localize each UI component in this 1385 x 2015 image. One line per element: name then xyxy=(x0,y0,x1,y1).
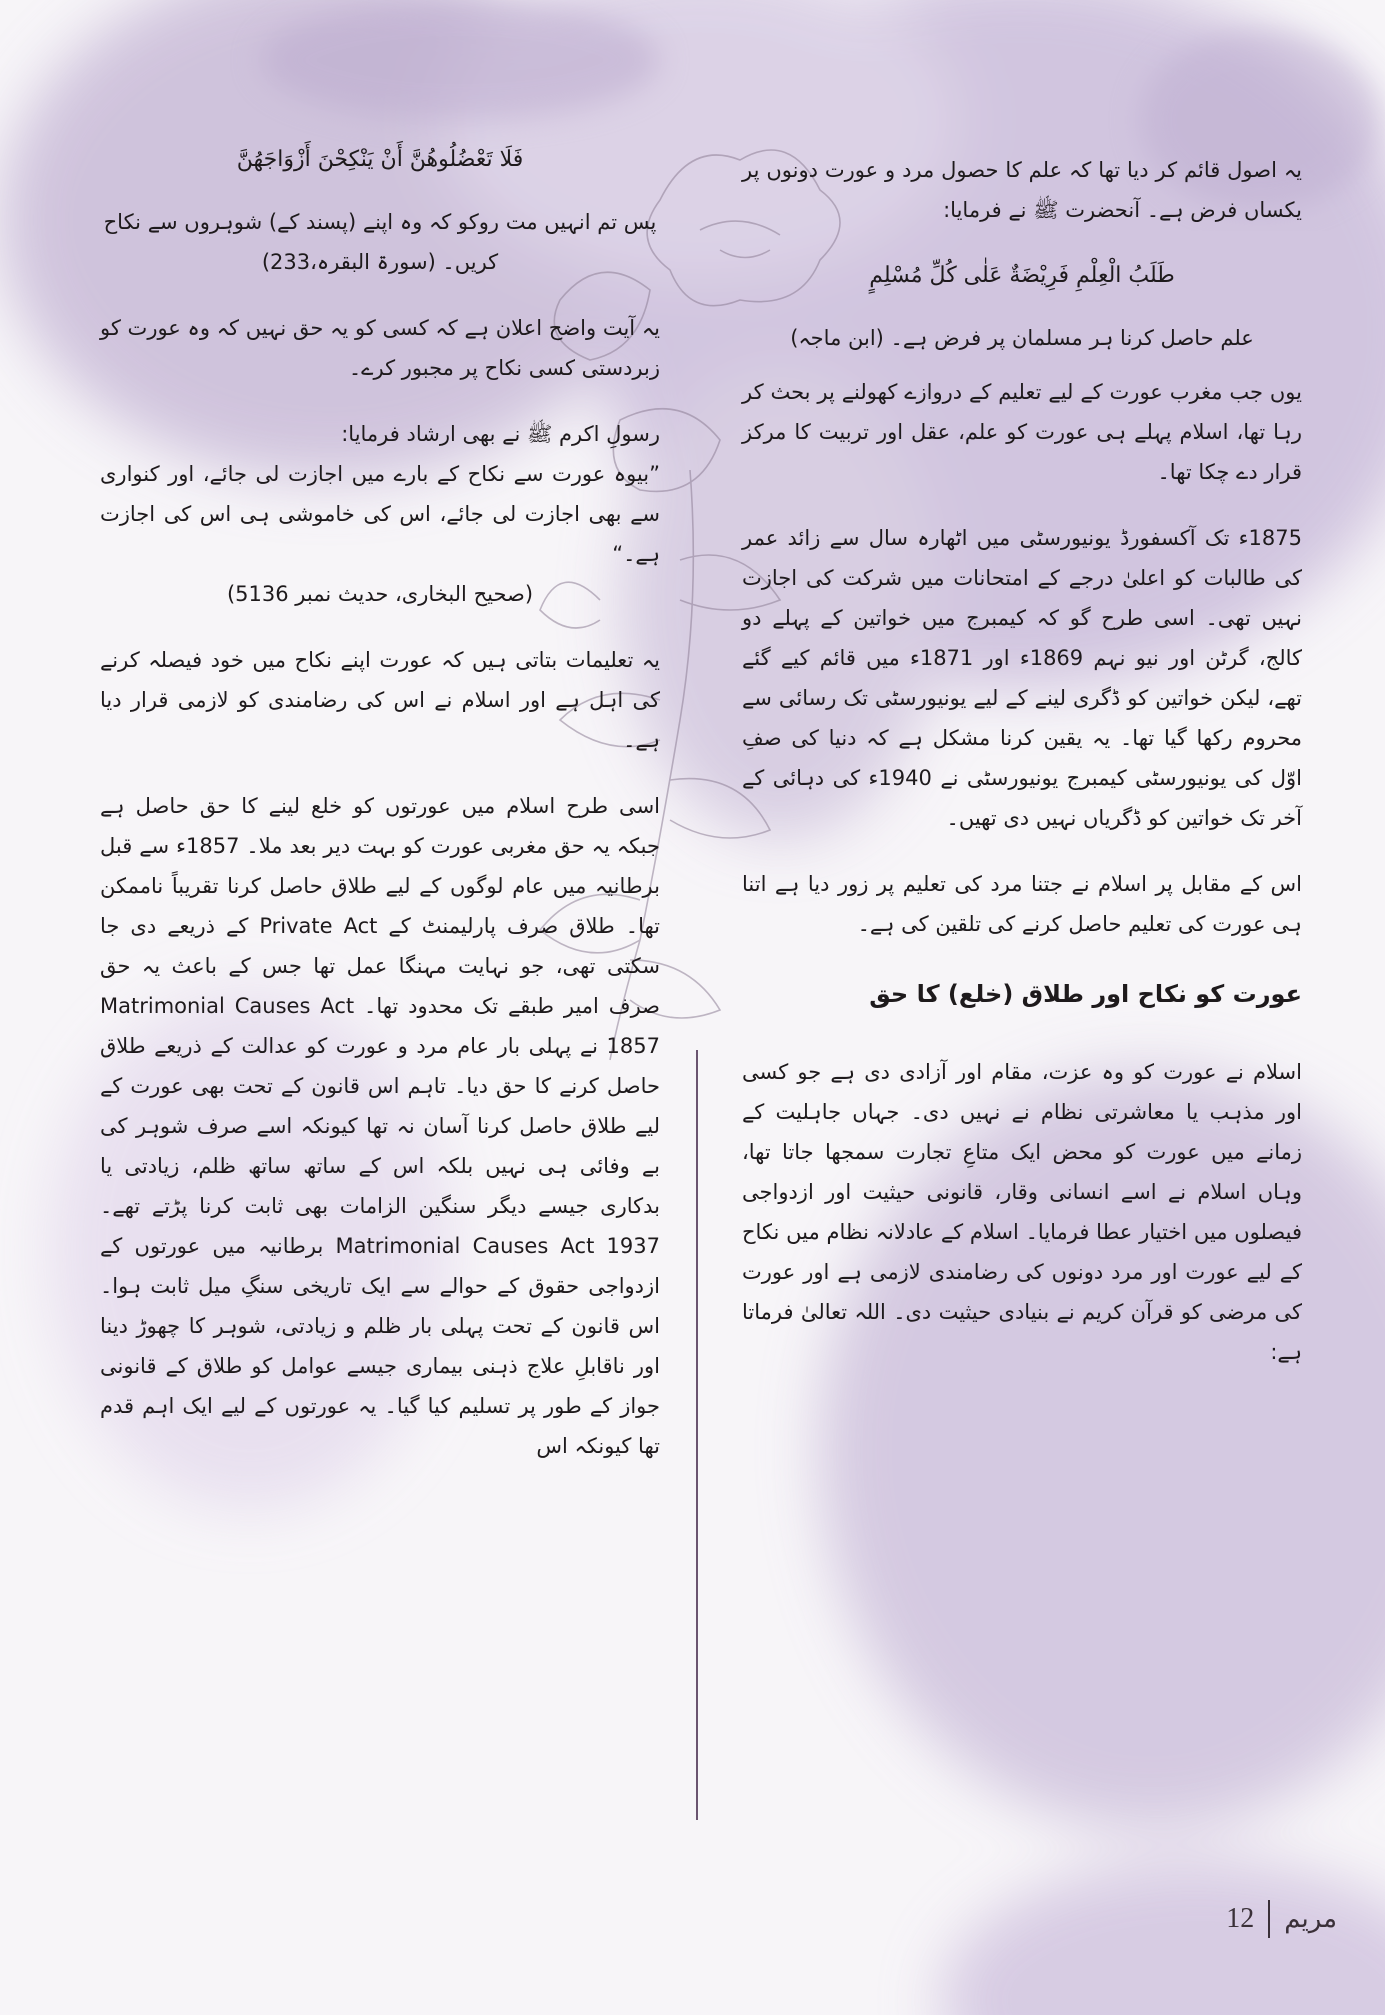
paragraph-islam-education: اس کے مقابل پر اسلام نے جتنا مرد کی تعلیم پر زور دیا ہے اتنا ہی عورت کی تعلیم حاصل کرنے کی تلقین کی ہے۔ xyxy=(742,872,1302,936)
left-column xyxy=(100,140,660,1492)
footer-separator xyxy=(1268,1900,1270,1938)
paragraph-verse-explanation: یہ آیت واضح اعلان ہے کہ کسی کو یہ حق نہیں کہ وہ عورت کو زبردستی کسی نکاح پر مجبور کرے۔ xyxy=(100,316,660,380)
quran-verse-arabic: فَلَا تَعْضُلُوهُنَّ أَنْ يَنْكِحْنَ أَزْوَاجَهُنَّ xyxy=(236,147,524,172)
quran-verse-translation: پس تم انہیں مت روکو کہ وہ اپنے (پسند کے) شوہروں سے نکاح کریں۔ (سورۃ البقرہ،233) xyxy=(103,210,657,274)
column-divider xyxy=(696,1050,698,1820)
paragraph-education-principle: یہ اصول قائم کر دیا تھا کہ علم کا حصول مرد و عورت دونوں پر یکساں فرض ہے۔ آنحضرت ﷺ نے فرمایا: xyxy=(742,158,1302,222)
page-footer xyxy=(1226,1900,1337,1938)
hadith-arabic: طَلَبُ الْعِلْمِ فَرِيْضَةٌ عَلٰى كُلِّ مُسْلِمٍ xyxy=(869,263,1175,288)
paragraph-consent: یہ تعلیمات بتاتی ہیں کہ عورت اپنے نکاح میں خود فیصلہ کرنے کی اہل ہے اور اسلام نے اس کی رضامندی کو لازمی قرار دیا ہے۔ xyxy=(100,648,660,752)
paragraph-west-education: یوں جب مغرب عورت کے لیے تعلیم کے دروازے کھولنے پر بحث کر رہا تھا، اسلام پہلے ہی عورت کو علم، عقل اور تربیت کا مرکز قرار دے چکا تھا۔ xyxy=(742,380,1302,484)
magazine-name: مریم xyxy=(1284,1904,1337,1934)
hadith-intro: رسولِ اکرم ﷺ نے بھی ارشاد فرمایا: xyxy=(341,422,660,446)
page-number: 12 xyxy=(1226,1903,1255,1934)
paragraph-khula-history: اسی طرح اسلام میں عورتوں کو خلع لینے کا حق حاصل ہے جبکہ یہ حق مغربی عورت کو بہت دیر بعد ملا۔ 1857ء سے قبل برطانیہ میں عام لوگوں کے لیے طلاق حاصل کرنا تقریباً ناممکن تھا۔ طلاق صرف پارلیمنٹ کے Private Act کے ذریعے دی جا سکتی تھی، جو نہایت مہنگا عمل تھا جس کے باعث یہ حق صرف امیر طبقے تک محدود تھا۔ Matrimonial Causes Act 1857 نے پہلی بار عام مرد و عورت کو عدالت کے ذریعے طلاق حاصل کرنے کا حق دیا۔ تاہم اس قانون کے تحت بھی عورت کے لیے طلاق حاصل کرنا آسان نہ تھا کیونکہ اسے صرف شوہر کی بے وفائی ہی نہیں بلکہ اس کے ساتھ ساتھ ظلم، زیادتی یا بدکاری جیسے دیگر سنگین الزامات بھی ثابت کرنا پڑتے تھے۔ Matrimonial Causes Act 1937 برطانیہ میں عورتوں کے ازدواجی حقوق کے حوالے سے ایک تاریخی سنگِ میل ثابت ہوا۔ اس قانون کے تحت پہلی بار ظلم و زیادتی، شوہر کا چھوڑ دینا اور ناقابلِ علاج ذہنی بیماری جیسے عوامل کو طلاق کے قانونی جواز کے طور پر تسلیم کیا گیا۔ یہ عورتوں کے لیے ایک اہم قدم تھا کیونکہ اس xyxy=(100,794,661,1458)
right-column xyxy=(742,150,1302,1398)
paragraph-oxford-cambridge: 1875ء تک آکسفورڈ یونیورسٹی میں اٹھارہ سال سے زائد عمر کی طالبات کو اعلیٰ درجے کے امتحانات میں شرکت کی اجازت نہیں تھی۔ اسی طرح گو کہ کیمبرج میں خواتین کے پہلے دو کالج، گرٹن اور نیو نہم 1869ء اور 1871ء میں قائم کیے گئے تھے، لیکن خواتین کو ڈگری لینے کے لیے یونیورسٹی تک رسائی سے محروم رکھا گیا تھا۔ یہ یقین کرنا مشکل ہے کہ دنیا کی صفِ اوّل کی یونیورسٹی کیمبرج یونیورسٹی نے 1940ء کی دہائی کے آخر تک خواتین کو ڈگریاں نہیں دی تھیں۔ xyxy=(742,526,1303,830)
hadith-quote: ”بیوہ عورت سے نکاح کے بارے میں اجازت لی جائے، اور کنواری سے بھی اجازت لی جائے، اس کی خاموشی ہی اس کی اجازت ہے۔“ xyxy=(100,462,660,566)
hadith-translation: علم حاصل کرنا ہر مسلمان پر فرض ہے۔ (ابن ماجہ) xyxy=(790,326,1254,350)
section-heading: عورت کو نکاح اور طلاق (خلع) کا حق xyxy=(869,980,1302,1008)
paragraph-islam-dignity: اسلام نے عورت کو وہ عزت، مقام اور آزادی دی ہے جو کسی اور مذہب یا معاشرتی نظام نے نہیں دی۔ جہاں جاہلیت کے زمانے میں عورت کو محض ایک متاعِ تجارت سمجھا جاتا تھا، وہاں اسلام نے اسے انسانی وقار، قانونی حیثیت اور ازدواجی فیصلوں میں اختیار عطا فرمایا۔ اسلام کے عادلانہ نظام میں نکاح کے لیے عورت اور مرد دونوں کی رضامندی لازمی ہے اور عورت کی مرضی کو قرآن کریم نے بنیادی حیثیت دی۔ اللہ تعالیٰ فرماتا ہے: xyxy=(742,1060,1302,1364)
hadith-reference: (صحیح البخاری، حدیث نمبر 5136) xyxy=(226,582,534,606)
